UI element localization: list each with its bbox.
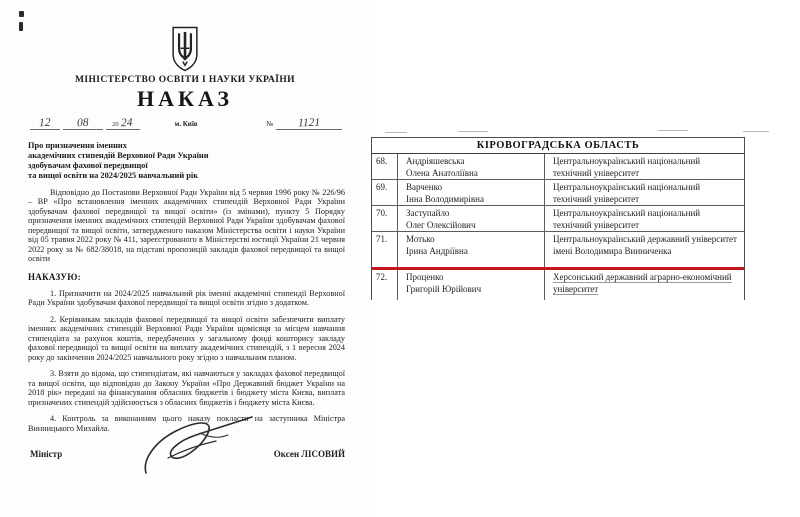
region-header: КІРОВОГРАДСЬКА ОБЛАСТЬ bbox=[372, 138, 744, 154]
student-name bbox=[398, 154, 545, 179]
university: Центральноукраїнський національний технічний університет bbox=[553, 208, 701, 230]
date-year: 24 bbox=[121, 116, 134, 130]
student-name bbox=[398, 232, 545, 267]
order-subject bbox=[28, 141, 246, 181]
order-item-4: 4. Контроль за виконанням цього наказу покласти на заступника Міністра Винницького Михайла. bbox=[28, 414, 345, 433]
scan-fragment bbox=[385, 132, 407, 133]
row-number: 68. bbox=[372, 154, 398, 179]
order-item-3: 3. Взяти до відома, що стипендіатам, які навчаються у закладах фахової передвищої та вищої освіти, що відповідно до Закону України «Про Державний бюджет України на 2018 рік» передані на фінансування обласних бюджетів і бюджету міста Києва, виплата призначених стипендій здійснюється з обласних бюджетів і бюджету міста Києва. bbox=[28, 369, 345, 407]
given-names: Олег Олексійович bbox=[406, 220, 476, 230]
scan-fragment bbox=[743, 131, 769, 132]
minister-signature bbox=[138, 411, 258, 483]
order-item-1: 1. Призначити на 2024/2025 навчальний рік іменні академічні стипендії Верховної Ради України здобувачам фахової передвищої та вищої освіти згідно з додатком. bbox=[28, 288, 345, 308]
surname: Варченко bbox=[406, 182, 443, 192]
student-name bbox=[398, 206, 545, 231]
decree-heading: НАКАЗУЮ: bbox=[28, 271, 81, 282]
given-names: Інна Володимирівна bbox=[406, 194, 484, 204]
student-name bbox=[398, 270, 545, 300]
surname: Андріяшевська bbox=[406, 156, 465, 166]
subject-line: академічних стипендій Верховної Ради України bbox=[28, 150, 209, 160]
student-name bbox=[398, 180, 545, 205]
given-names: Олена Анатоліївна bbox=[406, 168, 478, 178]
university: Центральноукраїнський національний технічний університет bbox=[553, 156, 701, 178]
order-item-2: 2. Керівникам закладів фахової передвищої та вищої освіти забезпечити виплату іменних академічних стипендій Верховної Ради України щомісяця за місцем навчання стипендіата за рахунок коштів, передбачених у загальному фонді кошторису закладу фахової передвищої та вищої освіти на виплату академічних стипендій, з 1 вересня 2024 року до закінчення 2024/2025 навчального року згідно з навчальним планом. bbox=[28, 314, 345, 362]
order-city: м. Київ bbox=[174, 120, 198, 128]
row-number: 72. bbox=[372, 270, 398, 300]
surname: Мотько bbox=[406, 234, 435, 244]
row-number: 69. bbox=[372, 180, 398, 205]
decree-scan-page bbox=[0, 0, 370, 517]
date-day: 12 bbox=[39, 116, 51, 130]
ukraine-trident-emblem-icon bbox=[170, 26, 200, 72]
signature-row bbox=[30, 449, 345, 459]
order-title: НАКАЗ bbox=[137, 86, 233, 111]
table-row bbox=[372, 270, 744, 300]
order-number bbox=[266, 117, 342, 130]
scan-fragment bbox=[458, 131, 488, 132]
number-sign: № bbox=[266, 119, 274, 128]
university: Центральноукраїнський національний технічний університет bbox=[553, 182, 701, 204]
subject-line: Про призначення іменних bbox=[28, 141, 127, 150]
university: Центральноукраїнський державний університет імені Володимира Винниченка bbox=[553, 234, 737, 256]
minister-name: Оксен ЛІСОВИЙ bbox=[273, 449, 345, 460]
given-names: Григорій Юрійович bbox=[406, 284, 482, 294]
table-row bbox=[372, 154, 744, 180]
date-century: 20 bbox=[112, 121, 119, 128]
row-number: 71. bbox=[372, 232, 398, 267]
university bbox=[545, 270, 744, 300]
number-value: 1121 bbox=[297, 116, 321, 130]
table-row-highlighted bbox=[372, 232, 744, 270]
university-text: Херсонський державний аграрно-економічний університет bbox=[553, 272, 732, 294]
handwritten-date bbox=[30, 117, 140, 130]
stipend-table bbox=[371, 137, 745, 300]
table-row bbox=[372, 206, 744, 232]
subject-line: та вищої освіти на 2024/2025 навчальний рік bbox=[28, 170, 199, 180]
table-row bbox=[372, 180, 744, 206]
minister-title: Міністр bbox=[30, 449, 63, 460]
given-names: Ірина Андріївна bbox=[406, 246, 468, 256]
surname: Проценко bbox=[406, 272, 444, 282]
scan-artifact bbox=[19, 22, 23, 31]
row-number: 70. bbox=[372, 206, 398, 231]
subject-line: здобувачам фахової передвищої bbox=[28, 160, 148, 170]
date-month: 08 bbox=[76, 116, 89, 130]
scan-fragment bbox=[658, 130, 688, 131]
order-meta-row bbox=[30, 113, 342, 132]
preamble-paragraph: Відповідно до Постанови Верховної Ради України від 5 червня 1996 року № 226/96 – ВР «Про встановлення іменних академічних стипендій Верховної Ради України здобувачам фахової передвищої та вищої освіти» (із змінами), пункту 5 Порядку призначення іменних академічних стипендій Верховної Ради України здобувачам фахової передвищої та вищої освіти, затвердженого наказом Міністерства освіти і науки України від 05 травня 2022 року № 411, зареєстрованого в Міністерстві юстиції України 21 червня 2022 року за № 682/38018, на підставі пропозицій закладів фахової передвищої та вищої освіти bbox=[28, 187, 345, 264]
surname: Заступайло bbox=[406, 208, 450, 218]
scan-artifact bbox=[19, 11, 24, 17]
ministry-name: МІНІСТЕРСТВО ОСВІТИ І НАУКИ УКРАЇНИ bbox=[75, 75, 295, 85]
